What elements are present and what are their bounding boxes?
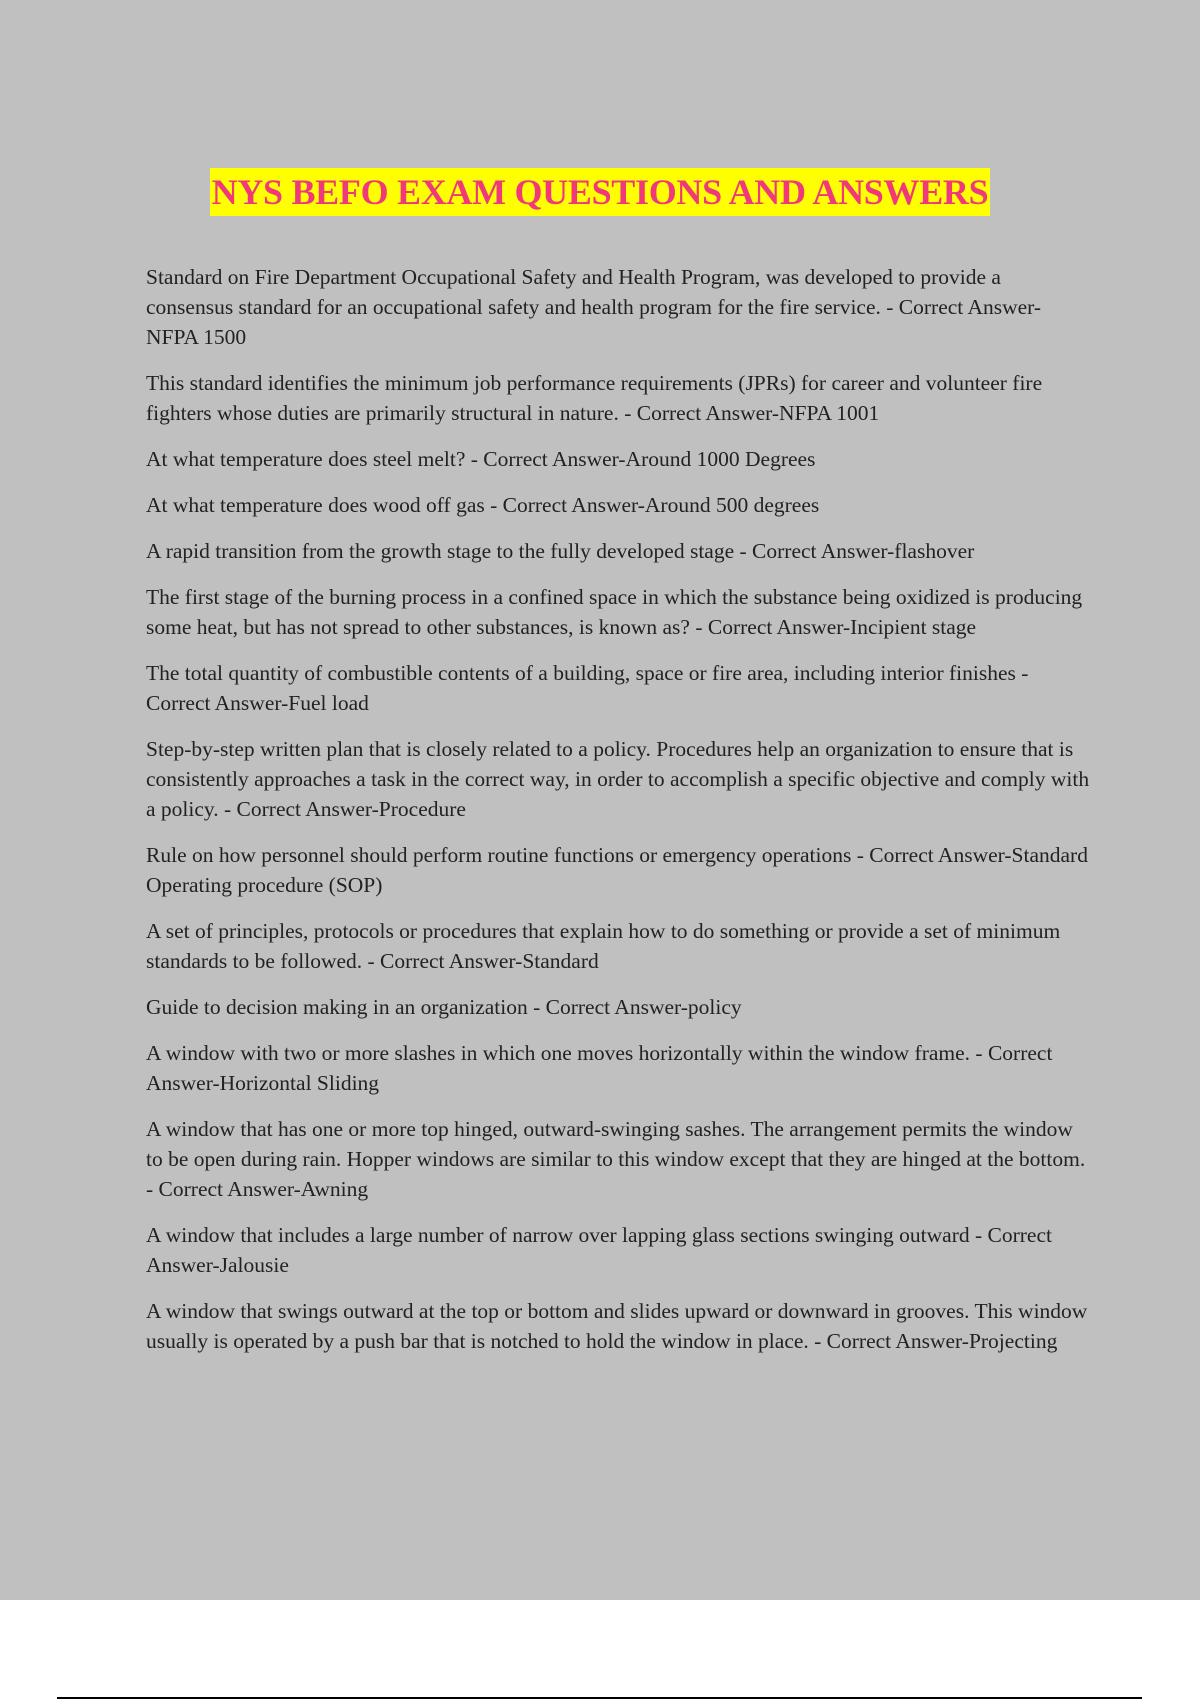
- qa-item: Rule on how personnel should perform routine functions or emergency operations - Correct Answer-Standard Operating procedure (SOP): [146, 843, 1088, 897]
- qa-item: A window that includes a large number of narrow over lapping glass sections swinging outward - Correct Answer-Jalousie: [146, 1223, 1052, 1277]
- qa-item: Standard on Fire Department Occupational Safety and Health Program, was developed to provide a consensus standard for an occupational safety and health program for the fire service. - Correct Answer-NFPA 1500: [146, 265, 1042, 349]
- qa-item: This standard identifies the minimum job performance requirements (JPRs) for career and volunteer fire fighters whose duties are primarily structural in nature. - Correct Answer-NFPA 1001: [146, 371, 1043, 425]
- qa-item: A set of principles, protocols or procedures that explain how to do something or provide a set of minimum standards to be followed. - Correct Answer-Standard: [146, 919, 1061, 973]
- qa-item: A window that swings outward at the top or bottom and slides upward or downward in grooves. This window usually is operated by a push bar that is notched to hold the window in place. - Correct Answer-Projecting: [146, 1299, 1088, 1353]
- qa-item: A window that has one or more top hinged, outward-swinging sashes. The arrangement permits the window to be open during rain. Hopper windows are similar to this window except that they are hinged at the bottom. - Correct Answer-Awning: [146, 1117, 1086, 1201]
- qa-item: Guide to decision making in an organization - Correct Answer-policy: [146, 995, 742, 1019]
- title-wrapper: [0, 168, 1200, 216]
- document-title: NYS BEFO EXAM QUESTIONS AND ANSWERS: [210, 168, 991, 216]
- qa-item: A window with two or more slashes in which one moves horizontally within the window frame. - Correct Answer-Horizontal Sliding: [146, 1041, 1053, 1095]
- qa-item: Step-by-step written plan that is closely related to a policy. Procedures help an organization to ensure that is consistently approaches a task in the correct way, in order to accomplish a specific objective and comply with a policy. - Correct Answer-Procedure: [146, 737, 1090, 821]
- qa-item: The total quantity of combustible contents of a building, space or fire area, including interior finishes - Correct Answer-Fuel load: [146, 661, 1029, 715]
- qa-list: [146, 262, 1092, 1372]
- qa-item: At what temperature does steel melt? - Correct Answer-Around 1000 Degrees: [146, 447, 816, 471]
- qa-item: A rapid transition from the growth stage to the fully developed stage - Correct Answer-flashover: [146, 539, 975, 563]
- qa-item: At what temperature does wood off gas - Correct Answer-Around 500 degrees: [146, 493, 820, 517]
- qa-item: The first stage of the burning process in a confined space in which the substance being oxidized is producing some heat, but has not spread to other substances, is known as? - Correct Answer-Incipient stage: [146, 585, 1083, 639]
- footer-divider: [57, 1697, 1142, 1699]
